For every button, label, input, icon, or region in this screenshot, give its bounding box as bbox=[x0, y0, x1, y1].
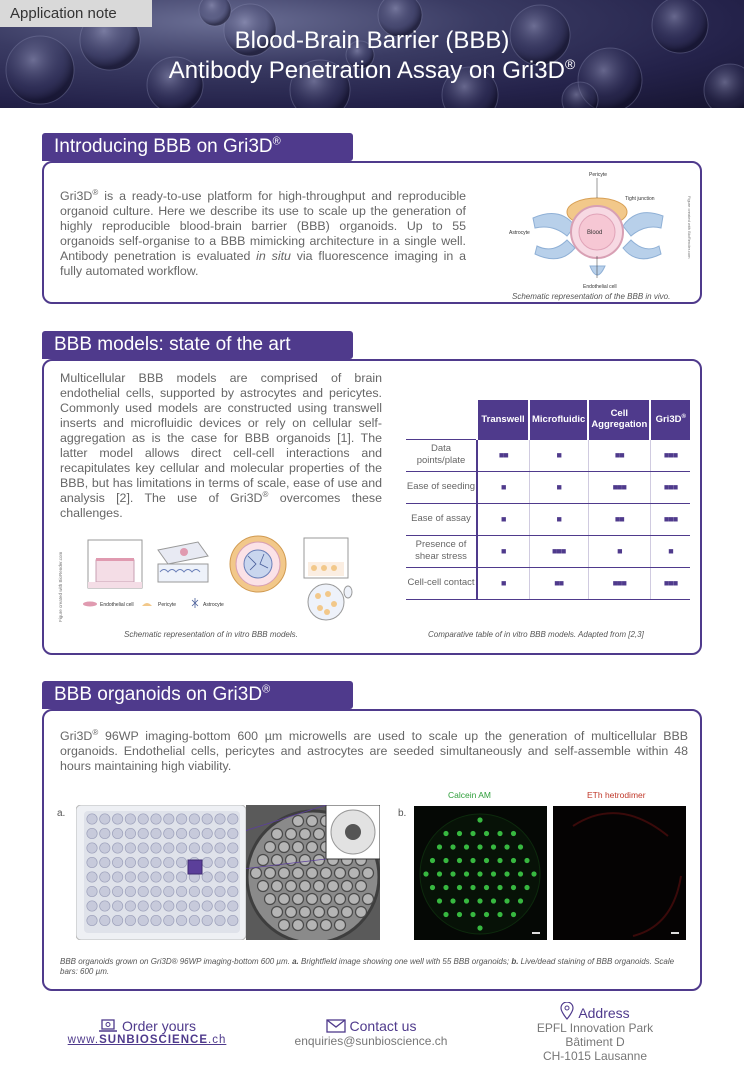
microwell bbox=[328, 881, 339, 892]
plate-well bbox=[164, 915, 174, 925]
plate-well bbox=[176, 872, 186, 882]
row-label: Cell-cell contact bbox=[406, 567, 477, 599]
plate-well bbox=[151, 886, 161, 896]
bbb-in-vivo-diagram bbox=[505, 166, 695, 292]
plate-well bbox=[215, 857, 225, 867]
title-line-1: Blood-Brain Barrier (BBB) bbox=[234, 27, 510, 54]
microwell bbox=[265, 868, 276, 879]
organoid-dot bbox=[443, 885, 448, 890]
microwell bbox=[363, 868, 374, 879]
address-line: EPFL Innovation Park bbox=[536, 1021, 654, 1035]
organoid-dot bbox=[497, 858, 502, 863]
plate-well bbox=[202, 828, 212, 838]
plate-well bbox=[176, 886, 186, 896]
plate-well bbox=[112, 915, 122, 925]
row-label: Data points/plate bbox=[406, 439, 477, 471]
plate-well bbox=[176, 843, 186, 853]
plate-well bbox=[202, 814, 212, 824]
plate-well bbox=[202, 901, 212, 911]
plate-well bbox=[151, 872, 161, 882]
plate-well bbox=[138, 901, 148, 911]
gri3d-model-icon bbox=[304, 538, 352, 620]
plate-well bbox=[125, 828, 135, 838]
microwell bbox=[300, 829, 311, 840]
plate-well bbox=[138, 828, 148, 838]
plate-well bbox=[228, 857, 238, 867]
microwell bbox=[272, 881, 283, 892]
microwell bbox=[300, 855, 311, 866]
plate-well bbox=[100, 814, 110, 824]
organoid-dot bbox=[477, 925, 482, 930]
microwell bbox=[279, 920, 290, 931]
table-cell: ■■ bbox=[529, 567, 588, 599]
plate-well bbox=[151, 901, 161, 911]
organoid-dot bbox=[504, 871, 509, 876]
calcein-label: Calcein AM bbox=[448, 790, 491, 800]
organoid-dot bbox=[477, 898, 482, 903]
legend-endothelial: Endothelial cell bbox=[100, 602, 134, 608]
plate-well bbox=[112, 886, 122, 896]
plate-well bbox=[176, 828, 186, 838]
row-label: Presence of shear stress bbox=[406, 535, 477, 567]
plate-well bbox=[189, 915, 199, 925]
plate-well bbox=[138, 872, 148, 882]
microwell bbox=[300, 907, 311, 918]
plate-well bbox=[100, 828, 110, 838]
intro-section-tab: Introducing BBB on Gri3D® bbox=[42, 133, 353, 161]
page-title bbox=[0, 26, 744, 86]
plate-well bbox=[228, 872, 238, 882]
ethd-label: ETh hetrodimer bbox=[587, 790, 646, 800]
96-well-plate-image bbox=[76, 805, 246, 940]
organoid-dot bbox=[484, 858, 489, 863]
organoid-dot bbox=[491, 871, 496, 876]
table-cell: ■ bbox=[477, 567, 529, 599]
microwell bbox=[258, 855, 269, 866]
state-caption-left: Schematic representation of in vitro BBB models. bbox=[124, 630, 298, 639]
plate-well bbox=[176, 814, 186, 824]
calcein-am-fluorescence-image bbox=[414, 806, 547, 940]
plate-well bbox=[151, 843, 161, 853]
organoid-dot bbox=[470, 912, 475, 917]
organoid-dot bbox=[470, 858, 475, 863]
contact-block bbox=[284, 1018, 458, 1048]
envelope-icon bbox=[326, 1019, 346, 1033]
pericyte-legend-icon bbox=[142, 603, 152, 606]
table-cell: ■■■ bbox=[529, 535, 588, 567]
organoid-dot bbox=[470, 831, 475, 836]
table-cell: ■■■ bbox=[588, 567, 650, 599]
microwell bbox=[321, 868, 332, 879]
organoid-dot bbox=[430, 885, 435, 890]
figure-label-b: b. bbox=[398, 808, 407, 819]
plate-well bbox=[164, 886, 174, 896]
laptop-icon bbox=[98, 1019, 118, 1033]
figure-label-a: a. bbox=[57, 808, 66, 819]
microwell bbox=[286, 881, 297, 892]
organoid-dot bbox=[511, 858, 516, 863]
microwell bbox=[251, 868, 262, 879]
microwell bbox=[363, 894, 374, 905]
microwell bbox=[335, 868, 346, 879]
organoid-dot bbox=[443, 831, 448, 836]
plate-well bbox=[100, 857, 110, 867]
microwell bbox=[356, 907, 367, 918]
organoids-section-tab: BBB organoids on Gri3D® bbox=[42, 681, 353, 709]
plate-well bbox=[215, 828, 225, 838]
microwell bbox=[314, 881, 325, 892]
endothelial-label: Endothelial cell bbox=[583, 284, 617, 290]
microwell bbox=[293, 816, 304, 827]
microfluidic-icon bbox=[158, 542, 208, 582]
organoid-dot bbox=[457, 912, 462, 917]
plate-well bbox=[189, 828, 199, 838]
microwell bbox=[314, 829, 325, 840]
plate-well bbox=[202, 843, 212, 853]
table-row bbox=[406, 567, 690, 599]
organoid-dot bbox=[531, 871, 536, 876]
plate-well bbox=[112, 872, 122, 882]
organoid-dot bbox=[457, 831, 462, 836]
table-row bbox=[406, 535, 690, 567]
microwell bbox=[307, 894, 318, 905]
plate-well bbox=[228, 901, 238, 911]
table-cell: ■ bbox=[650, 535, 690, 567]
contact-label: Contact us bbox=[349, 1018, 417, 1034]
plate-well bbox=[87, 901, 97, 911]
plate-well bbox=[138, 857, 148, 867]
plate-well bbox=[176, 901, 186, 911]
plate-well bbox=[112, 814, 122, 824]
organoid-dot bbox=[524, 858, 529, 863]
cell-aggregation-icon bbox=[230, 536, 286, 592]
organoid-dot bbox=[518, 871, 523, 876]
plate-well bbox=[215, 843, 225, 853]
plate-well bbox=[100, 872, 110, 882]
comparison-table bbox=[406, 400, 690, 600]
plate-well bbox=[125, 857, 135, 867]
table-cell: ■■ bbox=[477, 439, 529, 471]
organoid-dot bbox=[450, 844, 455, 849]
microwell bbox=[293, 868, 304, 879]
organoid-dot bbox=[477, 844, 482, 849]
table-cell: ■■ bbox=[588, 503, 650, 535]
col-cell-aggregation: Cell Aggregation bbox=[588, 400, 650, 439]
order-label: Order yours bbox=[122, 1018, 196, 1034]
plate-well bbox=[164, 828, 174, 838]
table-cell: ■ bbox=[529, 471, 588, 503]
tight-junction-label: Tight junction bbox=[625, 196, 655, 202]
microwell bbox=[335, 894, 346, 905]
table-cell: ■■■ bbox=[650, 503, 690, 535]
plate-well bbox=[138, 886, 148, 896]
plate-well bbox=[87, 843, 97, 853]
organoid-dot bbox=[491, 844, 496, 849]
application-note-label: Application note bbox=[0, 0, 152, 27]
organoid-dot bbox=[518, 844, 523, 849]
table-cell: ■ bbox=[529, 503, 588, 535]
row-label: Ease of seeding bbox=[406, 471, 477, 503]
organoid-dot bbox=[504, 898, 509, 903]
plate-well bbox=[125, 915, 135, 925]
plate-well bbox=[202, 857, 212, 867]
organoid-dot bbox=[497, 831, 502, 836]
address-line: CH-1015 Lausanne bbox=[542, 1049, 648, 1063]
plate-well bbox=[125, 843, 135, 853]
endothelial-legend-icon bbox=[83, 602, 97, 607]
scale-bar bbox=[532, 932, 540, 934]
organoid-dot bbox=[477, 817, 482, 822]
plate-well bbox=[100, 886, 110, 896]
table-cell: ■■■ bbox=[650, 471, 690, 503]
plate-well bbox=[228, 843, 238, 853]
table-row bbox=[406, 439, 690, 471]
biorender-credit: Figure created with BioRender.com bbox=[687, 196, 692, 259]
table-cell: ■ bbox=[588, 535, 650, 567]
plate-well bbox=[100, 915, 110, 925]
microwell bbox=[314, 907, 325, 918]
organoid-dot bbox=[511, 912, 516, 917]
plate-well bbox=[202, 915, 212, 925]
plate-well bbox=[164, 901, 174, 911]
plate-well bbox=[125, 886, 135, 896]
state-section-tab: BBB models: state of the art bbox=[42, 331, 353, 359]
microwell bbox=[307, 920, 318, 931]
legend-pericyte: Pericyte bbox=[158, 602, 177, 608]
microwell bbox=[321, 920, 332, 931]
brightfield-well-image bbox=[246, 805, 380, 940]
website-link[interactable]: www.SUNBIOSCIENCE.ch bbox=[67, 1034, 227, 1046]
microwell bbox=[321, 894, 332, 905]
pericyte-label: Pericyte bbox=[589, 172, 608, 178]
organoid-dot bbox=[464, 844, 469, 849]
microwell bbox=[279, 868, 290, 879]
plate-well bbox=[125, 814, 135, 824]
organoid-dot bbox=[511, 885, 516, 890]
organoid-dot bbox=[450, 898, 455, 903]
plate-well bbox=[215, 872, 225, 882]
microwell bbox=[265, 842, 276, 853]
plate-well bbox=[215, 901, 225, 911]
plate-well bbox=[189, 814, 199, 824]
table-cell: ■ bbox=[529, 439, 588, 471]
ethd-fluorescence-image bbox=[553, 806, 686, 940]
organoid-dot bbox=[430, 858, 435, 863]
plate-well bbox=[87, 872, 97, 882]
organoid-dot bbox=[437, 898, 442, 903]
plate-well bbox=[176, 915, 186, 925]
microwell bbox=[307, 816, 318, 827]
plate-well bbox=[138, 843, 148, 853]
organoid-dot bbox=[423, 871, 428, 876]
plate-well bbox=[125, 872, 135, 882]
astrocyte-legend-icon bbox=[192, 598, 198, 608]
order-block bbox=[64, 1018, 230, 1046]
plate-well bbox=[87, 886, 97, 896]
microwell bbox=[293, 920, 304, 931]
organoid-dot bbox=[437, 844, 442, 849]
table-cell: ■■■ bbox=[650, 567, 690, 599]
table-cell: ■■■ bbox=[588, 471, 650, 503]
table-cell: ■ bbox=[477, 471, 529, 503]
organoid-dot bbox=[450, 871, 455, 876]
plate-well bbox=[138, 814, 148, 824]
plate-well bbox=[228, 814, 238, 824]
table-cell: ■■■ bbox=[650, 439, 690, 471]
in-vitro-models-diagram bbox=[58, 532, 368, 624]
organoid-dot bbox=[497, 885, 502, 890]
row-label: Ease of assay bbox=[406, 503, 477, 535]
plate-well bbox=[151, 915, 161, 925]
organoid-dot bbox=[484, 912, 489, 917]
plate-well bbox=[87, 828, 97, 838]
plate-well bbox=[176, 857, 186, 867]
scale-bar bbox=[671, 932, 679, 934]
table-row bbox=[406, 503, 690, 535]
microwell bbox=[272, 855, 283, 866]
plate-well bbox=[189, 886, 199, 896]
plate-well bbox=[151, 814, 161, 824]
title-line-2: Antibody Penetration Assay on Gri3D® bbox=[168, 56, 576, 84]
plate-well bbox=[189, 901, 199, 911]
plate-well bbox=[228, 886, 238, 896]
intro-paragraph: Gri3D® is a ready-to-use platform for high-throughput and reproducible organoid culture. Here we describe its use to scale up the generation of highly reproducible blood-brain barrier (BBB) organoids. Up to 55 organoids self-organise to a BBB mimicking architecture in a single well. Antibody penetration is evaluated in situ via fluorescence imaging in a fully automated workflow. bbox=[60, 187, 467, 278]
microwell bbox=[349, 894, 360, 905]
blood-label: Blood bbox=[587, 230, 603, 236]
table-cell: ■ bbox=[477, 503, 529, 535]
organoids-caption: BBB organoids grown on Gri3D® 96WP imaging-bottom 600 µm. a. Brightfield image showing one well with 55 BBB organoids; b. Live/dead staining of BBB organoids. Scale bars: 600 µm. bbox=[60, 957, 675, 976]
organoid-dot bbox=[524, 885, 529, 890]
col-transwell: Transwell bbox=[477, 400, 529, 439]
plate-well bbox=[100, 901, 110, 911]
microwell bbox=[265, 894, 276, 905]
plate-well bbox=[125, 901, 135, 911]
plate-well bbox=[202, 886, 212, 896]
organoid-dot bbox=[484, 885, 489, 890]
organoid-dot bbox=[511, 831, 516, 836]
microwell bbox=[349, 868, 360, 879]
intro-caption: Schematic representation of the BBB in vivo. bbox=[512, 292, 671, 301]
astrocyte-label: Astrocyte bbox=[509, 230, 530, 236]
microwell bbox=[300, 881, 311, 892]
microwell bbox=[342, 907, 353, 918]
organoid-dot bbox=[491, 898, 496, 903]
microwell bbox=[293, 894, 304, 905]
microwell bbox=[272, 907, 283, 918]
plate-well bbox=[215, 814, 225, 824]
plate-well bbox=[87, 857, 97, 867]
microwell bbox=[335, 920, 346, 931]
col-gri3d: Gri3D® bbox=[650, 400, 690, 439]
organoid-dot bbox=[443, 912, 448, 917]
microwell bbox=[258, 881, 269, 892]
microwell bbox=[272, 829, 283, 840]
plate-well bbox=[215, 915, 225, 925]
microwell bbox=[307, 842, 318, 853]
table-cell: ■■ bbox=[588, 439, 650, 471]
organoid-dot bbox=[443, 858, 448, 863]
plate-well bbox=[112, 843, 122, 853]
plate-well bbox=[164, 814, 174, 824]
table-cell: ■ bbox=[477, 535, 529, 567]
col-microfluidic: Microfluidic bbox=[529, 400, 588, 439]
organoid-dot bbox=[470, 885, 475, 890]
legend-astrocyte: Astrocyte bbox=[203, 602, 224, 608]
organoid-dot bbox=[464, 871, 469, 876]
plate-well bbox=[151, 828, 161, 838]
header-banner bbox=[0, 0, 744, 108]
microwell bbox=[286, 829, 297, 840]
microwell bbox=[342, 881, 353, 892]
plate-well bbox=[112, 857, 122, 867]
microwell bbox=[328, 907, 339, 918]
microwell bbox=[293, 842, 304, 853]
address-line: Bâtiment D bbox=[565, 1035, 625, 1049]
plate-well bbox=[164, 872, 174, 882]
transwell-icon bbox=[88, 540, 142, 588]
plate-well bbox=[112, 901, 122, 911]
plate-well bbox=[228, 828, 238, 838]
plate-well bbox=[189, 843, 199, 853]
plate-well bbox=[164, 843, 174, 853]
microwell bbox=[307, 868, 318, 879]
microwell bbox=[279, 842, 290, 853]
microwell bbox=[286, 907, 297, 918]
organoid-dot bbox=[457, 885, 462, 890]
plate-well bbox=[112, 828, 122, 838]
email-link[interactable]: enquiries@sunbioscience.ch bbox=[294, 1034, 448, 1048]
plate-well bbox=[151, 857, 161, 867]
organoid-dot bbox=[484, 831, 489, 836]
organoid-dot bbox=[518, 898, 523, 903]
address-block bbox=[520, 1002, 670, 1063]
plate-well bbox=[228, 915, 238, 925]
location-pin-icon bbox=[560, 1002, 574, 1020]
state-paragraph: Multicellular BBB models are comprised of brain endothelial cells, supported by astrocytes and pericytes. Commonly used models are constructed using transwell inserts and microfluidic devices or rely on cellular self-aggregation as is the case for BBB organoids [1]. The latter model allows direct cell-cell interactions and recapitulates key cellular and molecular properties of the BBB, but has limitations in terms of scale, ease of use and analysis [2]. The use of Gri3D® overcomes these challenges. bbox=[60, 371, 382, 520]
plate-well bbox=[87, 915, 97, 925]
organoid-dot bbox=[457, 858, 462, 863]
organoid-dot bbox=[504, 844, 509, 849]
state-caption-right: Comparative table of in vitro BBB models. Adapted from [2,3] bbox=[428, 630, 644, 639]
plate-well bbox=[215, 886, 225, 896]
plate-well bbox=[100, 843, 110, 853]
organoid-dot bbox=[497, 912, 502, 917]
table-row bbox=[406, 471, 690, 503]
plate-well bbox=[164, 857, 174, 867]
organoid-dot bbox=[464, 898, 469, 903]
address-label: Address bbox=[578, 1005, 630, 1021]
microwell bbox=[279, 894, 290, 905]
plate-well bbox=[87, 814, 97, 824]
organoid-dot bbox=[437, 871, 442, 876]
state-biorender-credit: Figure created with BioRender.com bbox=[58, 551, 63, 622]
plate-well bbox=[138, 915, 148, 925]
organoids-paragraph: Gri3D® 96WP imaging-bottom 600 µm microwells are used to scale up the generation of multicellular BBB organoids. Endothelial cells, pericytes and astrocytes are seeded simultaneously and self-assemble within 48 hours maintaining high viability. bbox=[60, 727, 688, 773]
organoid-dot bbox=[477, 871, 482, 876]
plate-well bbox=[202, 872, 212, 882]
microwell bbox=[356, 881, 367, 892]
